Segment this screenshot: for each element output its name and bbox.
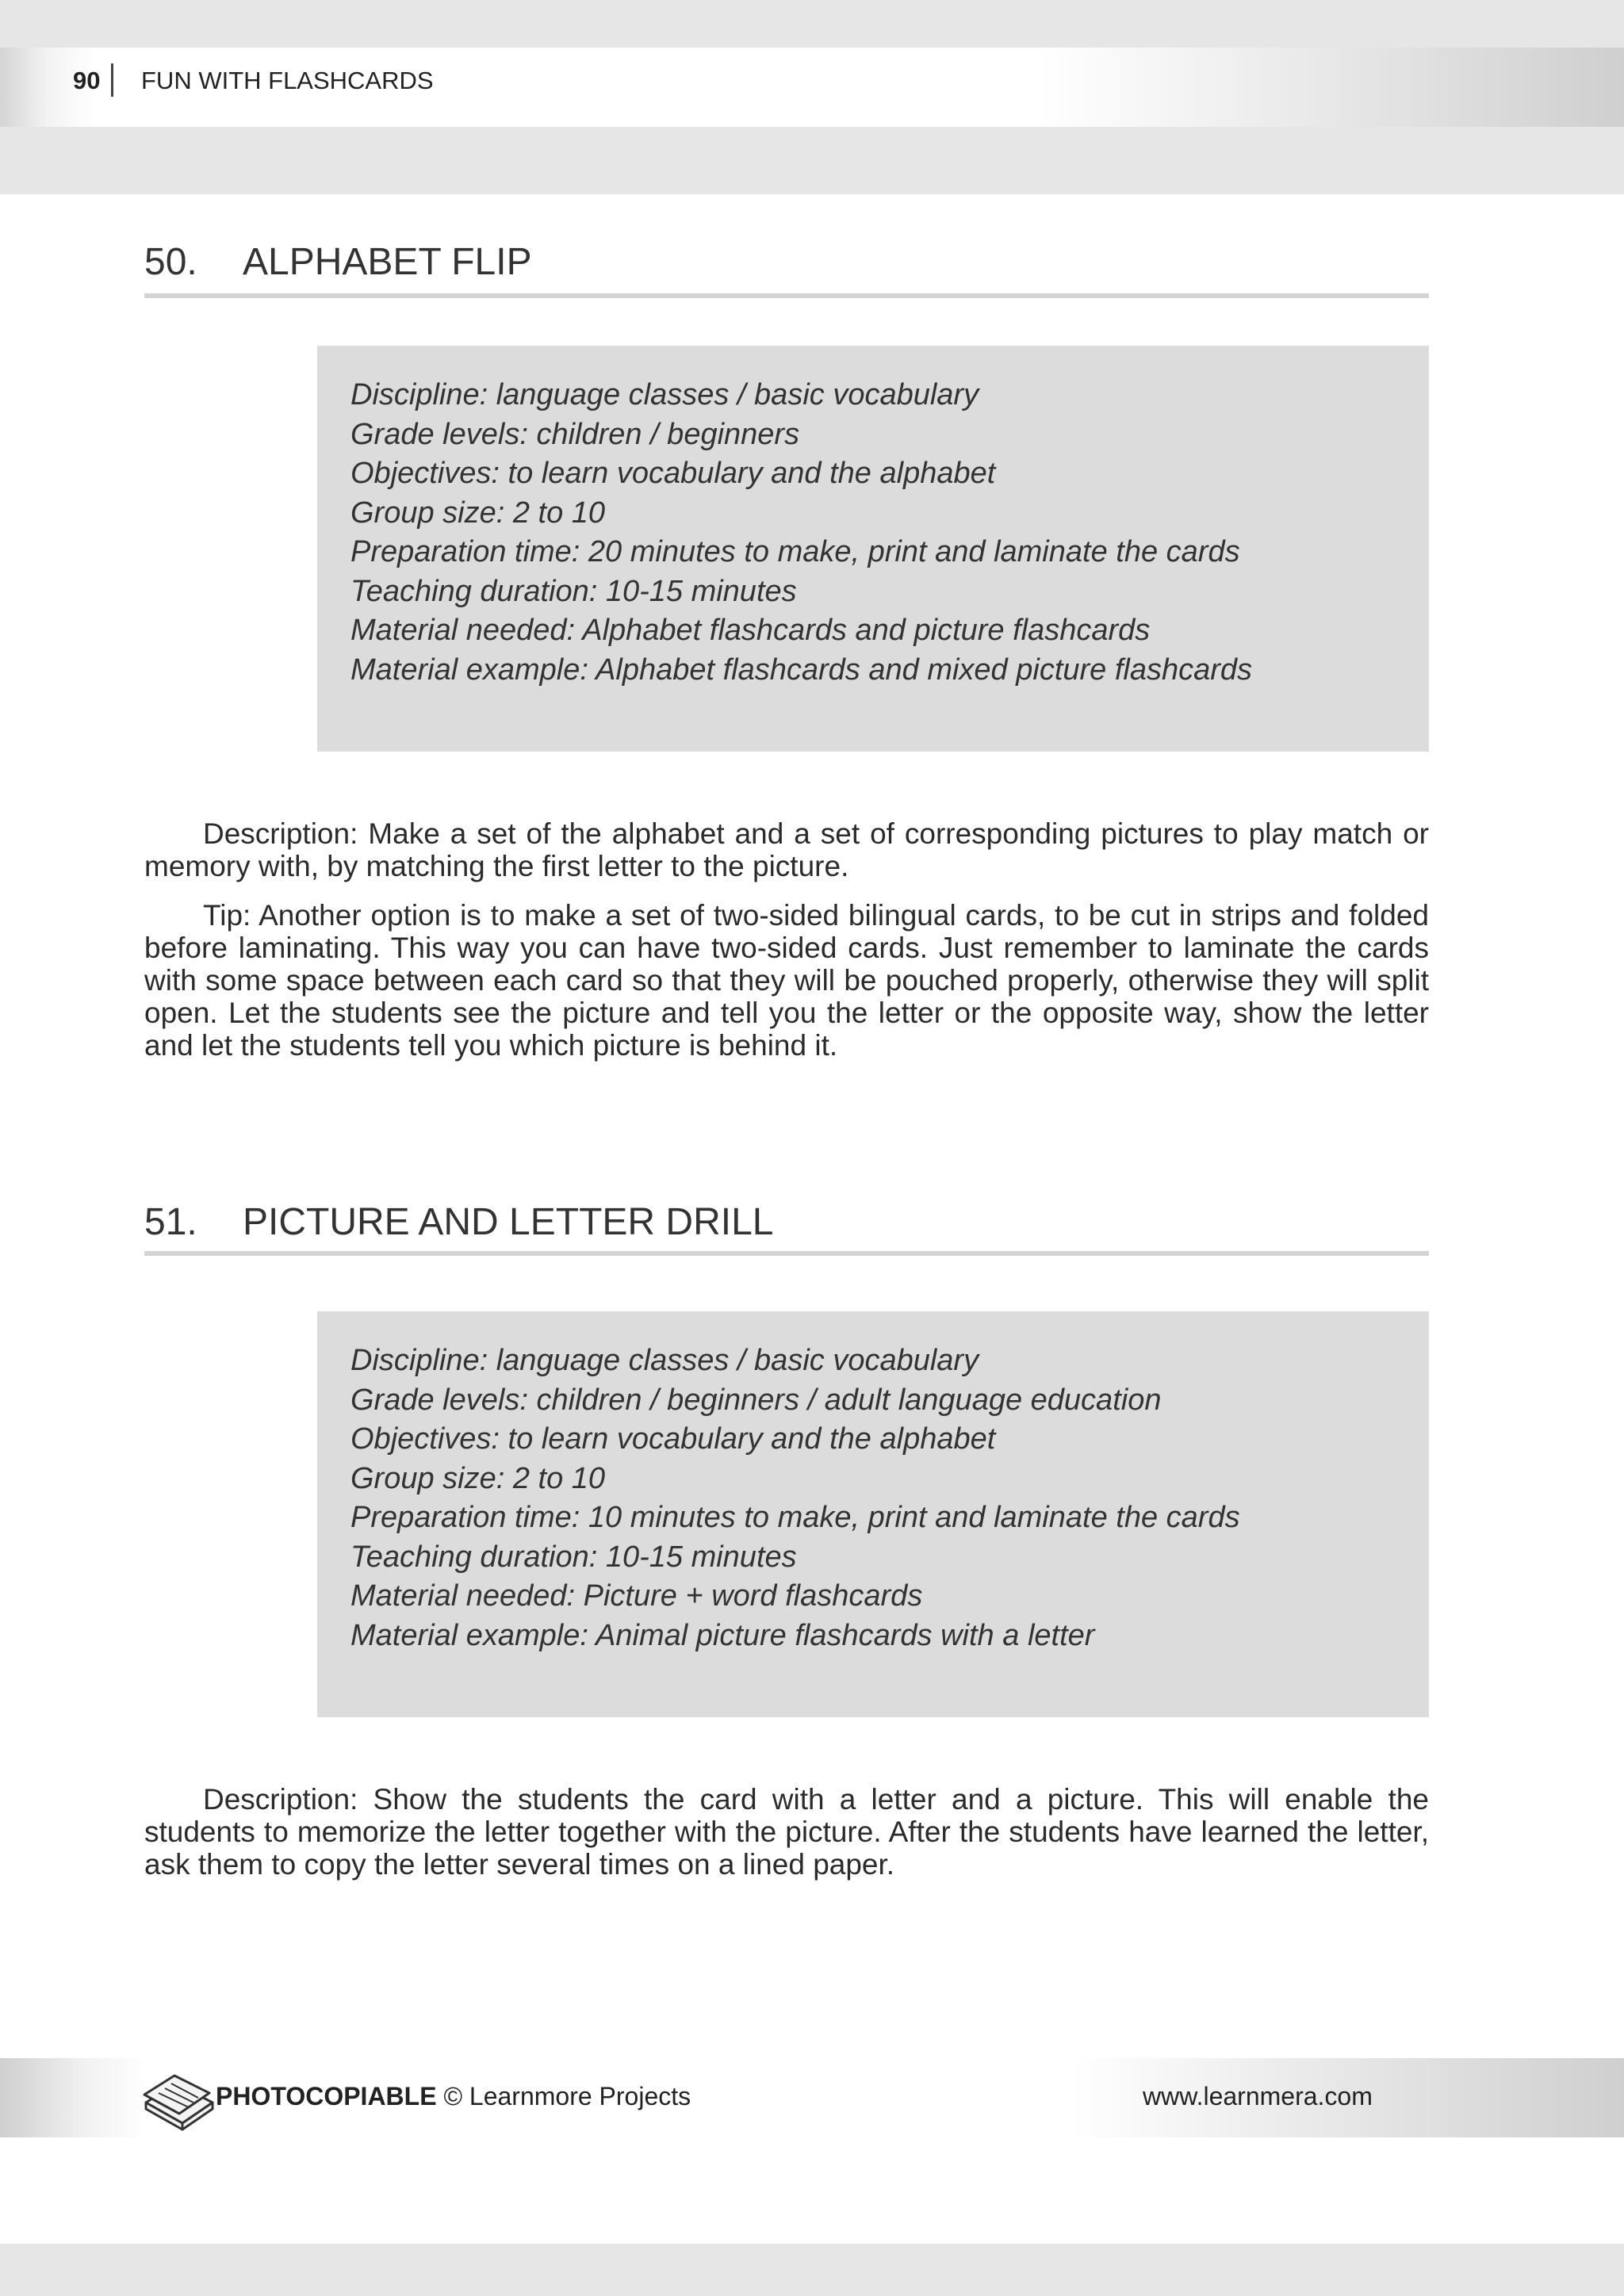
info-discipline: Discipline: language classes / basic vocabulary (350, 1344, 979, 1377)
section-number: 51. (144, 1201, 197, 1243)
info-group-size: Group size: 2 to 10 (350, 496, 606, 530)
website-url: www.learnmera.com (1143, 2082, 1373, 2110)
running-title: FUN WITH FLASHCARDS (141, 67, 434, 94)
info-material-needed: Material needed: Alphabet flashcards and picture flashcards (350, 614, 1151, 647)
info-preparation-time: Preparation time: 20 minutes to make, print and laminate the cards (350, 535, 1240, 568)
section-heading (144, 242, 1429, 283)
activity-info-box (317, 346, 1429, 752)
info-grade-levels: Grade levels: children / beginners / adult language education (350, 1383, 1162, 1417)
section-number: 50. (144, 241, 197, 283)
photocopiable-label: PHOTOCOPIABLE (216, 2082, 437, 2110)
description-paragraph: Description: Show the students the card with a letter and a picture. This will enable the students to memorize the letter together with the picture. After the students have learned the letter, ask them to copy the letter several times on a lined paper. (144, 1783, 1429, 1881)
info-material-example: Material example: Alphabet flashcards and mixed picture flashcards (350, 652, 1253, 687)
activity-info-box (317, 1311, 1429, 1717)
info-group-size: Group size: 2 to 10 (350, 1461, 606, 1495)
header-separator (111, 63, 113, 97)
section-title: ALPHABET FLIP (243, 241, 532, 283)
tip-paragraph: Tip: Another option is to make a set of two-sided bilingual cards, to be cut in strips and folded before laminating. This way you can have two-sided cards. Just remember to laminate the cards with some space between each card so that they will be pouched properly, otherwise they will split open. Let the students see the picture and tell you the letter or the opposite way, show the letter and let the students tell you which picture is behind it. (144, 899, 1429, 1062)
stacked-papers-icon (141, 2072, 217, 2138)
info-teaching-duration: Teaching duration: 10-15 minutes (350, 574, 797, 608)
info-objectives: Objectives: to learn vocabulary and the alphabet (350, 1422, 996, 1456)
info-material-example: Material example: Animal picture flashcards with a letter (350, 1618, 1095, 1652)
section-title: PICTURE AND LETTER DRILL (243, 1201, 774, 1243)
copyright-notice (216, 2082, 691, 2111)
info-discipline: Discipline: language classes / basic vocabulary (350, 378, 979, 411)
info-teaching-duration: Teaching duration: 10-15 minutes (350, 1540, 797, 1574)
info-grade-levels: Grade levels: children / beginners (350, 417, 800, 451)
page-footer (0, 2058, 1624, 2137)
page-number: 90 (73, 67, 101, 94)
info-material-needed: Material needed: Picture + word flashcards (350, 1579, 923, 1613)
section-rule (144, 293, 1429, 298)
section-heading (144, 1202, 1429, 1243)
bottom-band (0, 2244, 1624, 2296)
info-preparation-time: Preparation time: 10 minutes to make, print and laminate the cards (350, 1501, 1240, 1534)
info-objectives: Objectives: to learn vocabulary and the alphabet (350, 457, 996, 490)
section-rule (144, 1251, 1429, 1256)
copyright-text: © Learnmore Projects (443, 2082, 691, 2110)
page-header (0, 0, 1624, 194)
description-paragraph: Description: Make a set of the alphabet and a set of corresponding pictures to play match or memory with, by matching the first letter to the picture. (144, 817, 1429, 882)
